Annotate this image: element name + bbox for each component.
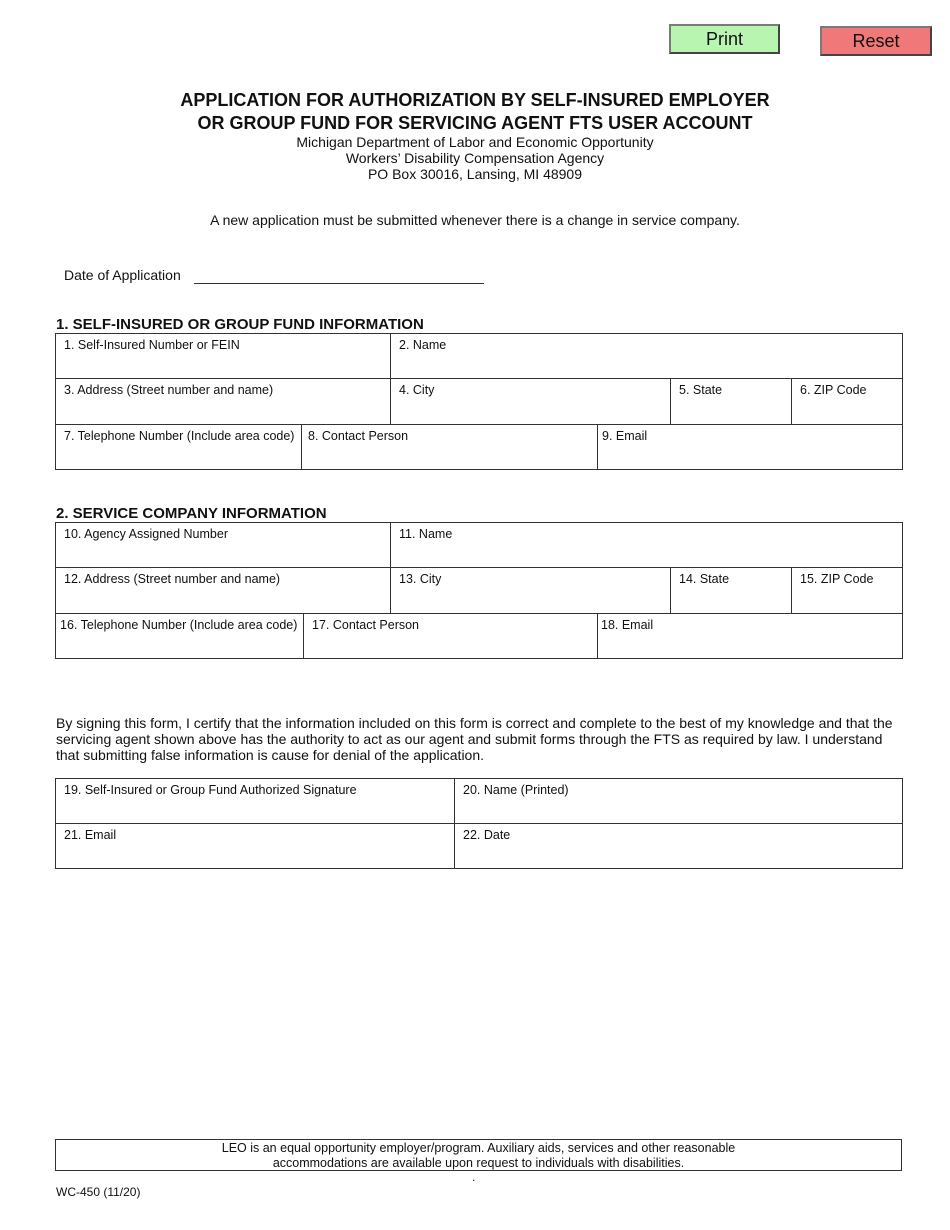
section2-heading: 2. SERVICE COMPANY INFORMATION [56, 505, 327, 522]
self-insured-zip-field[interactable]: 6. ZIP Code [800, 383, 867, 397]
reset-button[interactable]: Reset [820, 26, 932, 56]
signer-email-field[interactable]: 21. Email [64, 828, 117, 842]
certification-statement: By signing this form, I certify that the information included on this form is correct and complete to the best of my knowledge and that the servicing agent shown above has the authority to act as our agent and submit forms through the FTS as required by law. I understand that submitting false information is cause for denial of the application. [56, 715, 893, 763]
self-insured-address-field[interactable]: 3. Address (Street number and name) [64, 383, 274, 397]
equal-opportunity-line2: accommodations are available upon request to individuals with disabilities. [272, 1156, 685, 1170]
service-company-email-field[interactable]: 18. Email [601, 618, 654, 632]
service-company-contact-field[interactable]: 17. Contact Person [312, 618, 420, 632]
service-company-telephone-field[interactable]: 16. Telephone Number (Include area code) [60, 618, 298, 632]
agency-address: PO Box 30016, Lansing, MI 48909 [367, 166, 583, 182]
print-button[interactable]: Print [669, 24, 780, 54]
service-company-zip-field[interactable]: 15. ZIP Code [800, 572, 874, 586]
agency-assigned-number-field[interactable]: 10. Agency Assigned Number [64, 527, 228, 541]
self-insured-telephone-field[interactable]: 7. Telephone Number (Include area code) [64, 429, 295, 443]
form-id: WC-450 (11/20) [56, 1185, 141, 1199]
self-insured-city-field[interactable]: 4. City [399, 383, 435, 397]
section1-heading: 1. SELF-INSURED OR GROUP FUND INFORMATION [56, 316, 424, 333]
self-insured-name-field[interactable]: 2. Name [399, 338, 447, 352]
signature-date-field[interactable]: 22. Date [463, 828, 511, 842]
department-name: Michigan Department of Labor and Economic Opportunity [296, 134, 654, 150]
equal-opportunity-line1: LEO is an equal opportunity employer/program. Auxiliary aids, services and other reasonable [221, 1141, 736, 1155]
date-of-application-label: Date of Application [64, 267, 181, 283]
date-of-application-field[interactable] [194, 266, 484, 284]
service-company-address-field[interactable]: 12. Address (Street number and name) [64, 572, 281, 586]
printed-name-field[interactable]: 20. Name (Printed) [463, 783, 569, 797]
self-insured-contact-field[interactable]: 8. Contact Person [308, 429, 409, 443]
self-insured-email-field[interactable]: 9. Email [602, 429, 648, 443]
service-company-state-field[interactable]: 14. State [679, 572, 730, 586]
self-insured-number-field[interactable]: 1. Self-Insured Number or FEIN [64, 338, 240, 352]
self-insured-state-field[interactable]: 5. State [679, 383, 723, 397]
service-company-city-field[interactable]: 13. City [399, 572, 442, 586]
agency-name: Workers’ Disability Compensation Agency [345, 150, 605, 166]
form-title-line2: OR GROUP FUND FOR SERVICING AGENT FTS USER ACCOUNT [197, 113, 753, 133]
change-notice: A new application must be submitted whenever there is a change in service company. [210, 212, 740, 228]
equal-opportunity-notice [55, 1139, 902, 1171]
footer-dot: . [472, 1170, 476, 1184]
service-company-name-field[interactable]: 11. Name [399, 527, 453, 541]
form-title-line1: APPLICATION FOR AUTHORIZATION BY SELF-INSURED EMPLOYER [180, 90, 770, 110]
authorized-signature-field[interactable]: 19. Self-Insured or Group Fund Authorized Signature [64, 783, 357, 797]
